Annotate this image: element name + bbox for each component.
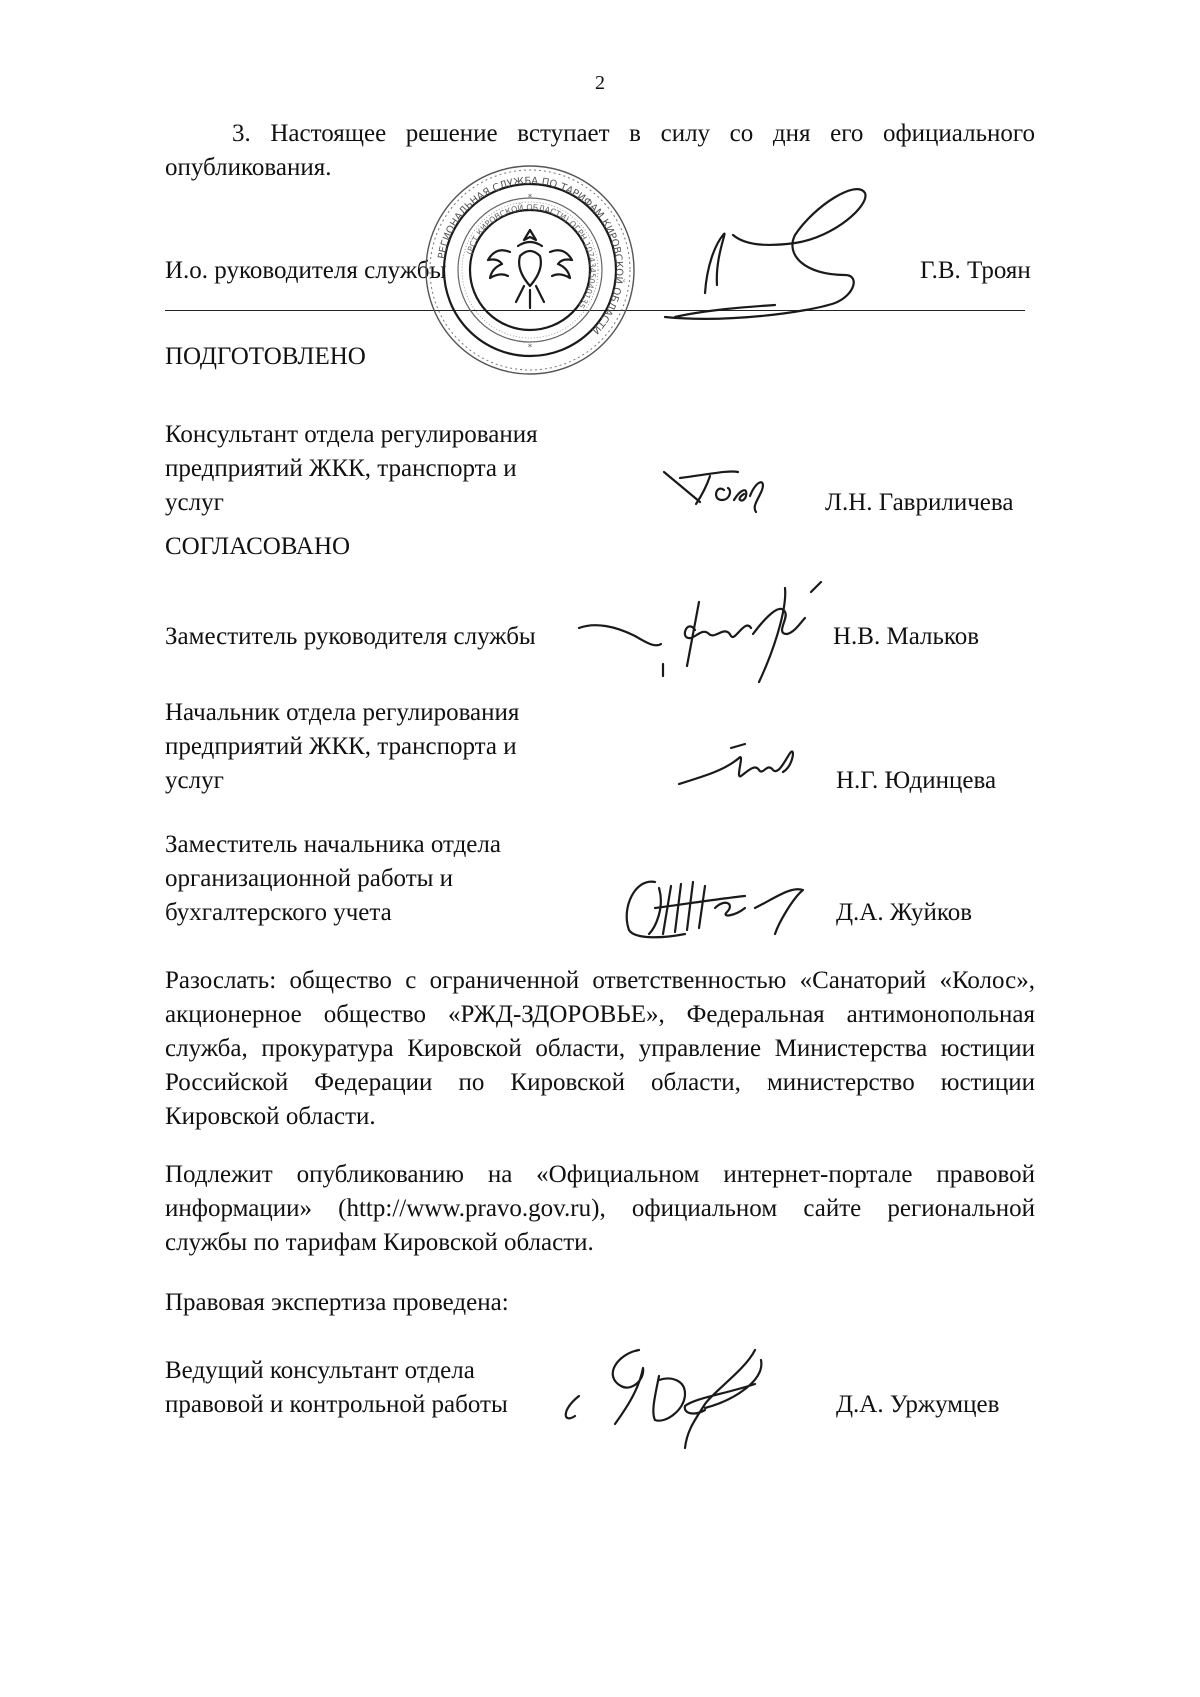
agreed-1-role-line-1: Заместитель руководителя службы (165, 623, 536, 650)
prepared-heading: ПОДГОТОВЛЕНО (165, 343, 366, 370)
signature-gavrilicheva (660, 460, 780, 520)
seal-inner-text: (РСТ КИРОВСКОЙ ОБЛАСТИ) ОГРН 1074345040135 (465, 202, 598, 310)
agreed-2-role-line-2: предприятий ЖКК, транспорта и (165, 733, 517, 760)
distribution-paragraph (165, 964, 1035, 1134)
agreed-2-role-line-1: Начальник отдела регулирования (165, 699, 520, 726)
signature-troyan (645, 175, 885, 335)
official-seal (420, 160, 640, 380)
signature-yudintseva (675, 740, 805, 790)
clause-3-line-1: 3. Настоящее решение вступает в силу со дня его официального (232, 120, 1035, 147)
agreed-3-role-line-1: Заместитель начальника отдела (165, 831, 501, 858)
seal-outer-text: РЕГИОНАЛЬНАЯ СЛУЖБА ПО ТАРИФАМ КИРОВСКОЙ ОБЛАСТИ (436, 175, 625, 336)
distribution-line-4: Российской Федерации по Кировской области, министерство юстиции (165, 1069, 1035, 1096)
head-title: И.о. руководителя службы (165, 257, 447, 284)
svg-text:*: * (527, 343, 533, 353)
publication-line-2: информации» (http://www.pravo.gov.ru), официальном сайте региональной (165, 1195, 1035, 1222)
legal-heading: Правовая экспертиза проведена: (165, 1289, 509, 1316)
agreed-2-name: Н.Г. Юдинцева (836, 767, 997, 794)
publication-line-3: службы по тарифам Кировской области. (165, 1229, 594, 1256)
publication-paragraph (165, 1158, 1035, 1260)
signature-zhuykov (615, 868, 815, 948)
page-number: 2 (595, 72, 605, 94)
clause-3-line-2: опубликования. (165, 154, 332, 181)
signature-urzhumtsev (555, 1340, 775, 1450)
prepared-role-line-2: предприятий ЖКК, транспорта и (165, 455, 517, 482)
agreed-3-role-line-3: бухгалтерского учета (165, 899, 392, 926)
agreed-3-name: Д.А. Жуйков (836, 899, 973, 926)
seal-star: * (527, 193, 533, 203)
legal-role-line-2: правовой и контрольной работы (165, 1391, 508, 1418)
distribution-line-3: служба, прокуратура Кировской области, управление Министерства юстиции (165, 1035, 1035, 1062)
head-name: Г.В. Троян (920, 257, 1031, 284)
distribution-line-5: Кировской области. (165, 1103, 376, 1130)
agreed-1-name: Н.В. Мальков (833, 623, 980, 650)
distribution-line-1: Разослать: общество с ограниченной ответственностью «Санаторий «Колос», (165, 967, 1035, 994)
distribution-line-2: акционерное общество «РЖД-ЗДОРОВЬЕ», Федеральная антимонопольная (165, 1001, 1035, 1028)
prepared-name: Л.Н. Гавриличева (825, 489, 1014, 516)
publication-line-1: Подлежит опубликованию на «Официальном интернет-портале правовой (165, 1161, 1035, 1188)
signature-malkov (575, 578, 825, 688)
agreed-heading: СОГЛАСОВАНО (165, 533, 351, 560)
prepared-role-line-3: услуг (165, 489, 224, 516)
agreed-2-role-line-3: услуг (165, 767, 224, 794)
legal-role-line-1: Ведущий консультант отдела (165, 1357, 475, 1384)
legal-name: Д.А. Уржумцев (836, 1391, 1000, 1418)
prepared-role-line-1: Консультант отдела регулирования (165, 421, 538, 448)
agreed-3-role-line-2: организационной работы и (165, 865, 454, 892)
